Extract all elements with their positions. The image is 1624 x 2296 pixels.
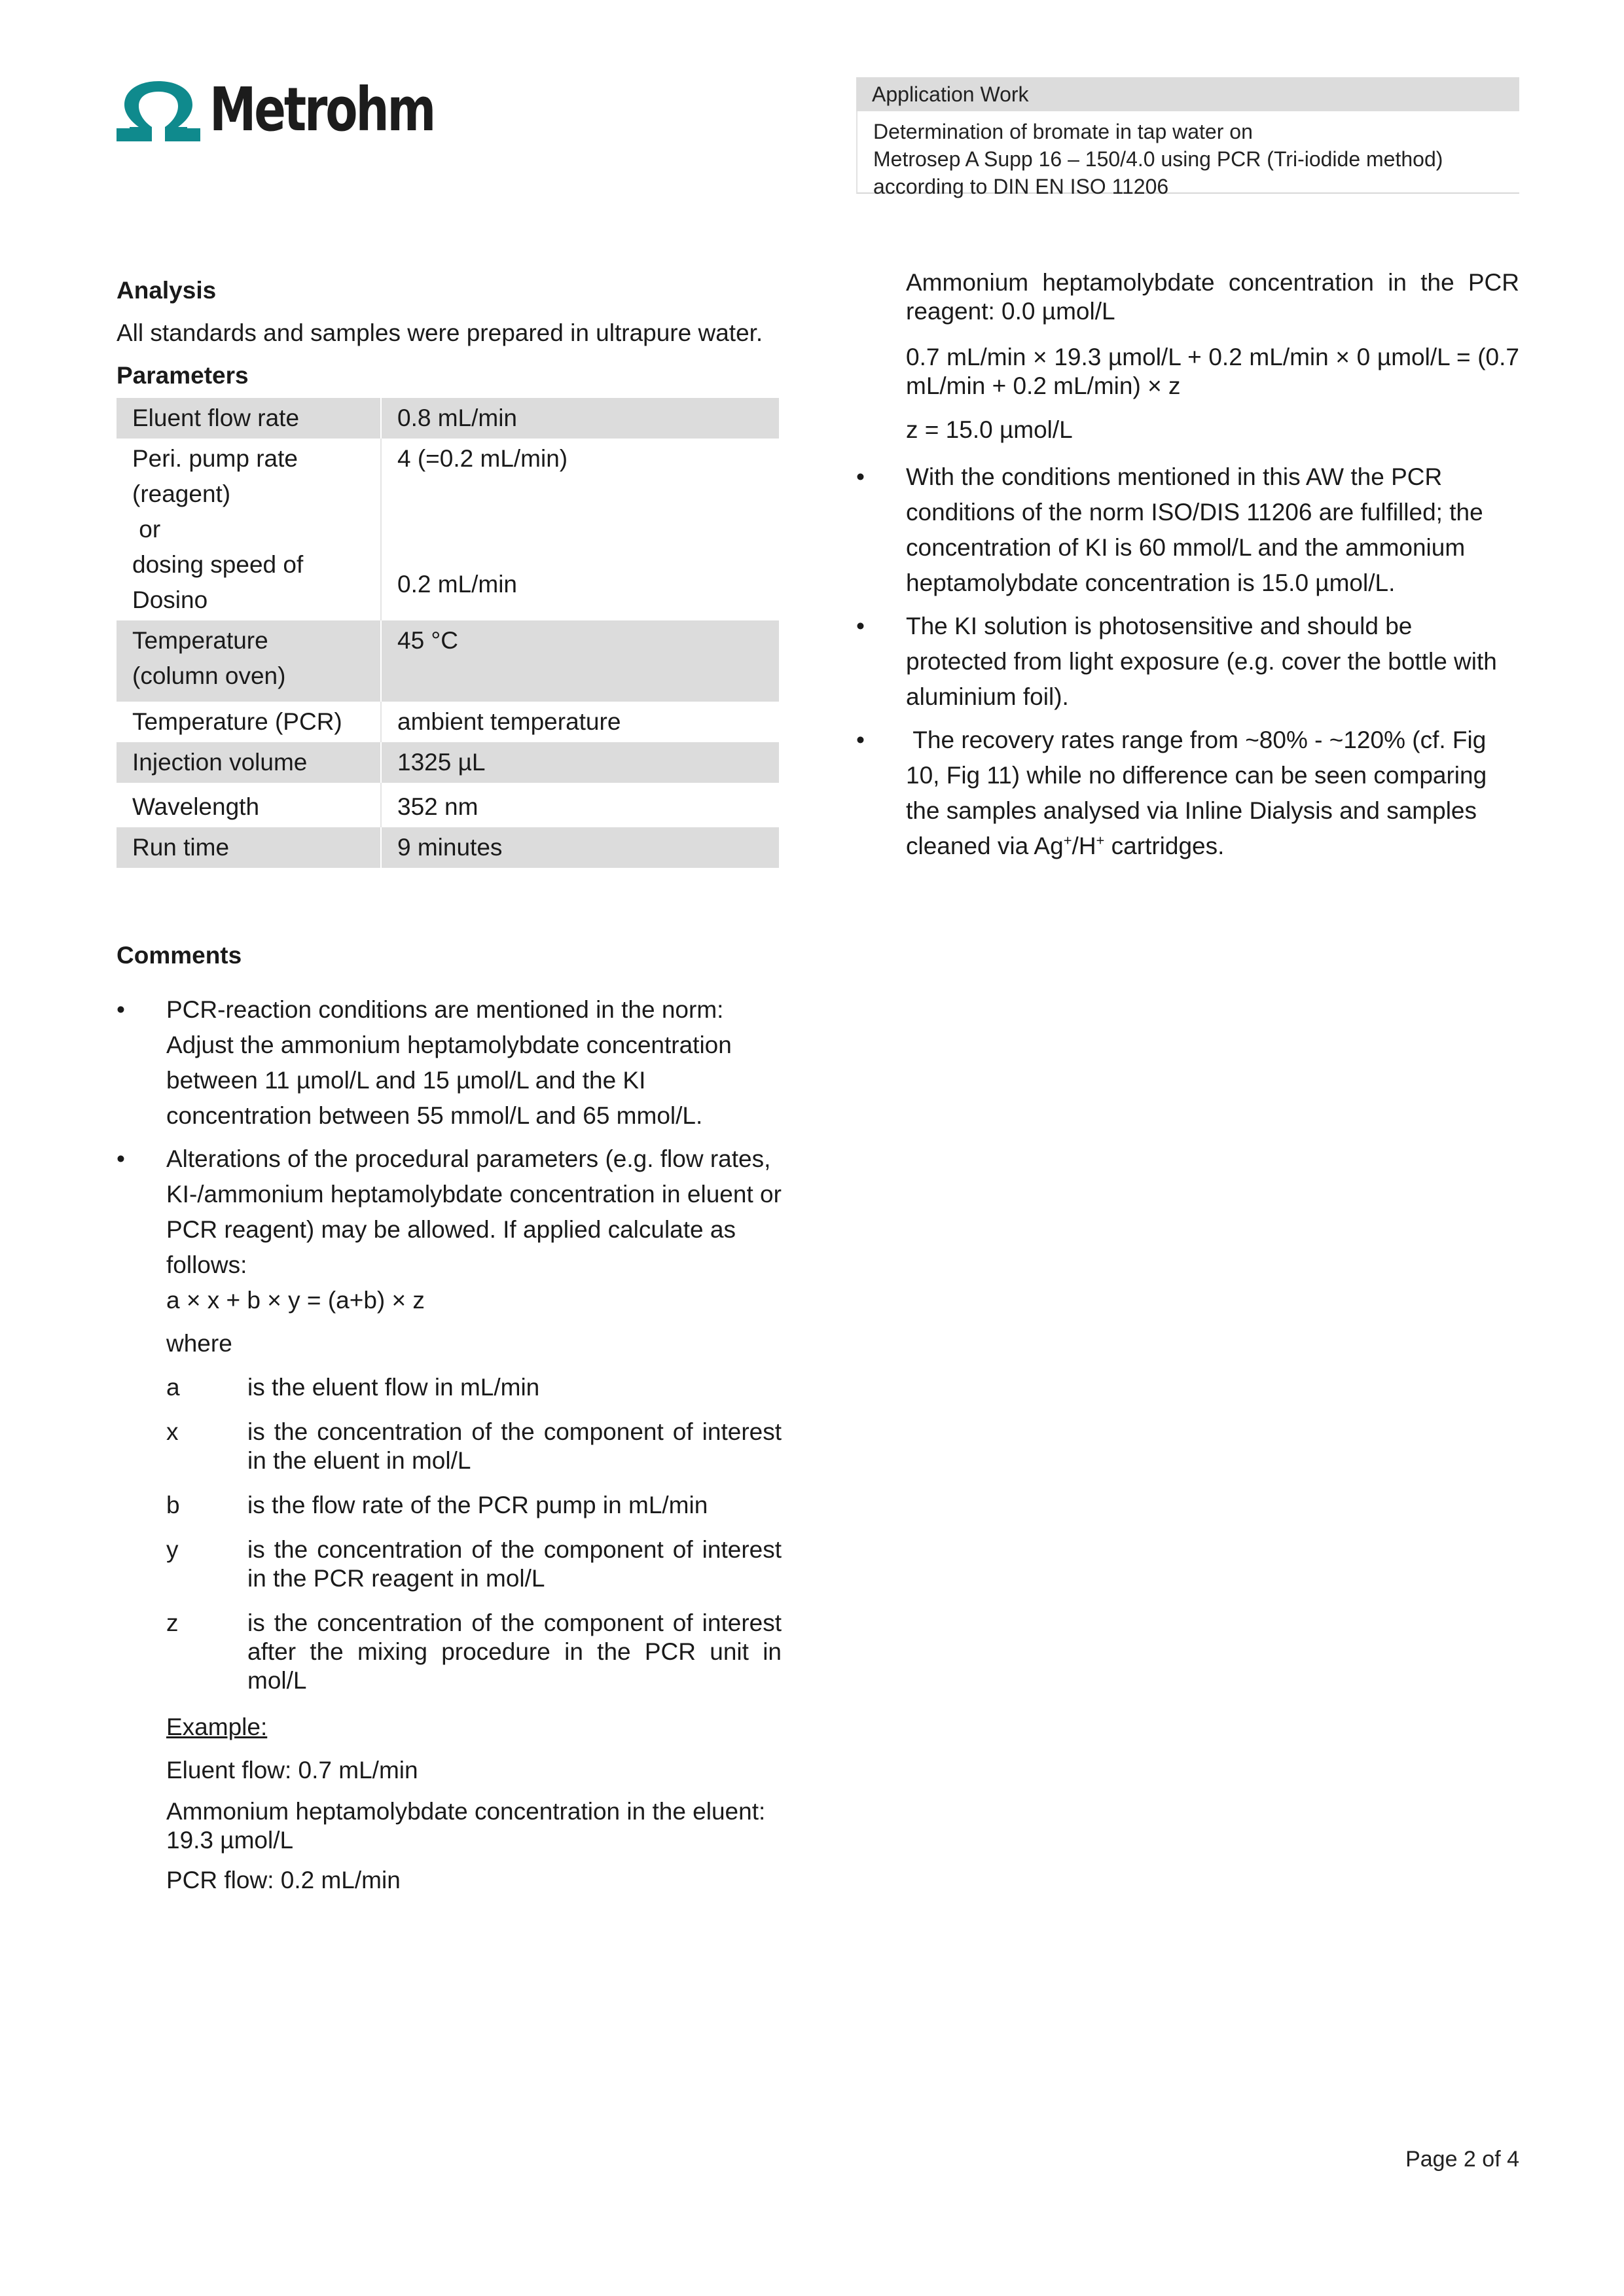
parameters-table (117, 398, 779, 868)
metrohm-omega-icon (117, 81, 200, 141)
parameters-heading: Parameters (117, 362, 249, 389)
comment-bullet (117, 992, 782, 1134)
pcr-reagent-concentration: Ammonium heptamolybdate concentration in the PCR reagent: 0.0 µmol/L (906, 269, 1519, 325)
param-value: 0.8 mL/min (381, 398, 779, 439)
example-eluent-concentration: Ammonium heptamolybdate concentration in the eluent: 19.3 µmol/L (166, 1798, 766, 1854)
example-label (166, 1710, 782, 1745)
param-label-line: Temperature (132, 627, 268, 654)
definition-variable: x (166, 1418, 179, 1445)
example-eluent-flow: Eluent flow: 0.7 mL/min (166, 1757, 418, 1784)
param-label-line: Peri. pump rate (132, 445, 298, 472)
comment-text-part: /H (1072, 833, 1096, 859)
header-label: Application Work (856, 77, 1519, 111)
param-label: Wavelength (117, 783, 381, 827)
comment-bullet (856, 459, 1519, 601)
calculation: 0.7 mL/min × 19.3 µmol/L + 0.2 mL/min × 0 µmol/L = (0.7 mL/min + 0.2 mL/min) × z (906, 344, 1519, 399)
param-value: 9 minutes (381, 827, 779, 868)
header-title (856, 111, 1519, 198)
comment-bullet (117, 1141, 782, 1898)
superscript-plus: + (1096, 832, 1105, 849)
header-line: according to DIN EN ISO 11206 (873, 175, 1169, 198)
example-label-text: Example: (166, 1713, 268, 1740)
header-line: Determination of bromate in tap water on (873, 120, 1253, 143)
bullet-symbol: • (856, 726, 865, 753)
table-row (117, 827, 779, 868)
definition-text: is the concentration of the component of interest after the mixing procedure in the PCR unit in mol/L (247, 1609, 782, 1694)
analysis-text: All standards and samples were prepared in ultrapure water. (117, 319, 763, 346)
definition-variable: y (166, 1536, 179, 1563)
param-value-line: 0.2 mL/min (397, 571, 518, 598)
comment-text: With the conditions mentioned in this AW the PCR conditions of the norm ISO/DIS 11206 are fulfilled; the concentration of KI is 60 mmol/L and the ammonium heptamolybdate concentration is 15.0 µmol/L. (906, 463, 1483, 596)
table-row (117, 783, 779, 827)
comment-text: PCR-reaction conditions are mentioned in the norm: Adjust the ammonium heptamolybdate concentration between 11 µmol/L and 15 µmol/L and the KI concentration between 55 mmol/L and 65 mmol/L. (166, 996, 732, 1129)
param-value: 352 nm (397, 793, 478, 820)
header-line: Metrosep A Supp 16 – 150/4.0 using PCR (Tri-iodide method) (873, 147, 1443, 171)
left-column (117, 274, 782, 1898)
definition-row (166, 1609, 782, 1695)
bullet-symbol: • (856, 613, 865, 639)
definition-row (166, 1373, 782, 1402)
page-number: Page 2 of 4 (1405, 2147, 1519, 2172)
comment-text: The KI solution is photosensitive and should be protected from light exposure (e.g. cover the bottle with aluminium foil). (906, 613, 1497, 710)
definition-variable: b (166, 1492, 180, 1518)
logo-wordmark: Metrohm (209, 75, 435, 145)
param-label-line: (reagent) (132, 480, 231, 507)
definition-row (166, 1491, 782, 1520)
definition-row (166, 1418, 782, 1475)
bullet-symbol: • (856, 463, 865, 490)
param-label: Injection volume (117, 742, 381, 783)
comment-text (906, 726, 1493, 859)
definition-text: is the concentration of the component of interest in the PCR reagent in mol/L (247, 1536, 782, 1592)
table-row (117, 742, 779, 783)
comment-bullet (856, 723, 1519, 864)
analysis-heading: Analysis (117, 277, 217, 304)
table-row (117, 702, 779, 742)
definition-text: is the flow rate of the PCR pump in mL/min (247, 1492, 708, 1518)
param-label-line: Dosino (132, 586, 208, 613)
comment-text-part: cartridges. (1104, 833, 1225, 859)
param-label (117, 439, 381, 620)
application-header (856, 77, 1519, 202)
param-label-line: dosing speed of (132, 551, 304, 578)
example-pcr-flow: PCR flow: 0.2 mL/min (166, 1867, 401, 1893)
comment-bullet (856, 609, 1519, 715)
param-label-line: (column oven) (132, 662, 286, 689)
table-row (117, 439, 779, 620)
superscript-plus: + (1063, 832, 1072, 849)
definition-text: is the eluent flow in mL/min (247, 1374, 540, 1401)
definition-row (166, 1535, 782, 1593)
where-label: where (166, 1330, 232, 1357)
definition-text: is the concentration of the component of interest in the eluent in mol/L (247, 1418, 782, 1474)
param-label: Eluent flow rate (117, 398, 381, 439)
param-value: 45 °C (381, 620, 779, 702)
param-label-line: or (132, 516, 161, 543)
table-row (117, 620, 779, 702)
param-label: Run time (117, 827, 381, 868)
param-value-line: 4 (=0.2 mL/min) (397, 445, 568, 472)
comment-text-part: The recovery rates range from ~80% - ~120% (cf. Fig 10, Fig 11) while no difference can be seen comparing the samples analysed via Inline Dialysis and samples cleaned via Ag (906, 726, 1494, 859)
bullet-symbol: • (117, 1145, 125, 1172)
param-value (381, 439, 779, 620)
param-label (117, 620, 381, 702)
right-column (856, 268, 1519, 864)
formula: a × x + b × y = (a+b) × z (166, 1287, 425, 1314)
bullet-symbol: • (117, 996, 125, 1023)
definition-variable: a (166, 1374, 180, 1401)
table-row (117, 398, 779, 439)
param-label: Temperature (PCR) (117, 702, 381, 742)
comments-heading: Comments (117, 942, 242, 969)
calculation-result: z = 15.0 µmol/L (906, 416, 1073, 443)
definition-variable: z (166, 1609, 179, 1636)
param-value: ambient temperature (397, 708, 621, 735)
comment-text: Alterations of the procedural parameters (e.g. flow rates, KI-/ammonium heptamolybdate concentration in eluent or PCR reagent) may be allowed. If applied calculate as follows: (166, 1145, 782, 1278)
param-value: 1325 µL (381, 742, 779, 783)
metrohm-logo (117, 77, 457, 149)
